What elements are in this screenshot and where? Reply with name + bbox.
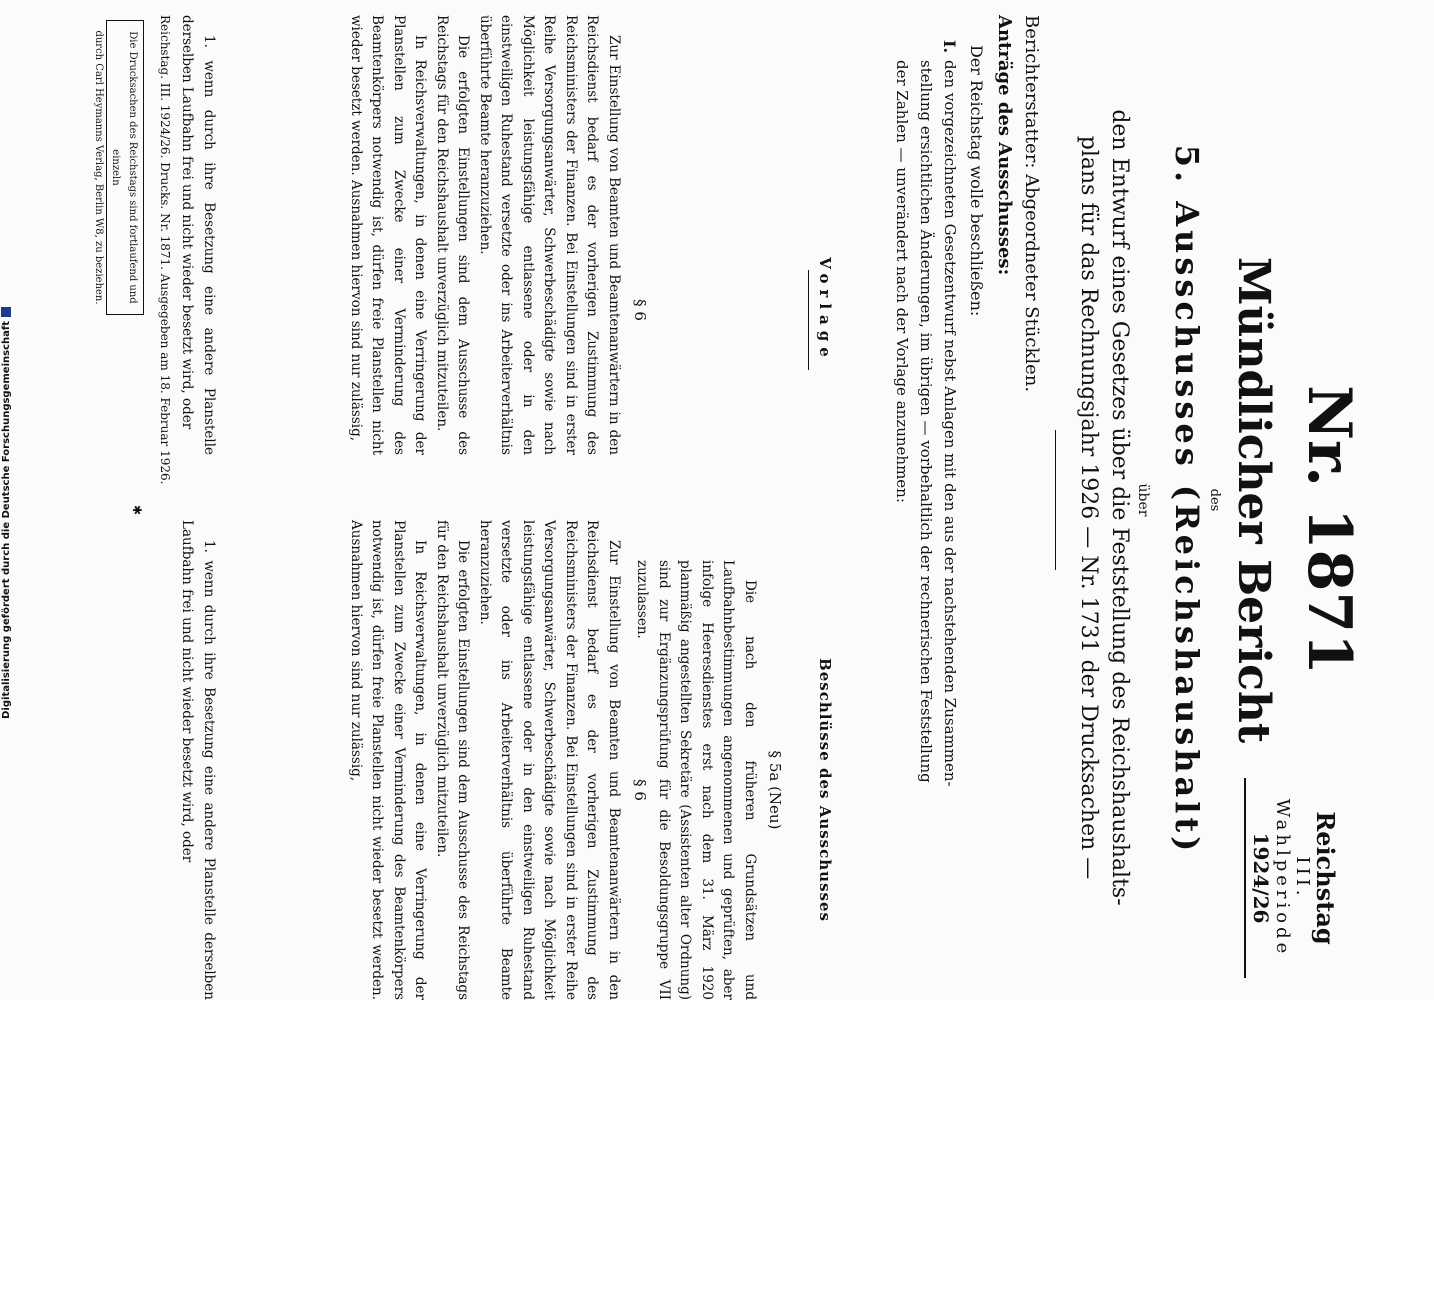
- paragraph: Zur Einstellung von Beamten und Beamtenanwärtern in den Reichsdienst bedarf es der vorherigen Zustimmung des Reichsministers der Finanzen. Bei Einstellungen sind in erster Reihe Versorgungsanwärter, Schwerbeschädigte sowie nach Möglichkeit leistungsfähige entlassene oder in den einstweiligen Ruhestand versetzte oder ins Arbeiterverhältnis überführte Beamte heranzuziehen.: [477, 15, 622, 455]
- column-heading-vorlage: Vorlage: [816, 257, 834, 363]
- divider: [808, 270, 809, 370]
- wahlperiode-label: III. Wahlperiode: [1271, 798, 1313, 958]
- reichstag-label: Reichstag: [1311, 811, 1340, 945]
- section-5a-text: Die nach den früheren Grundsätzen und Laufbahnbestimmungen angenommenen und geprüften, aber infolge Heeresdienstes erst nach dem 31. März 1920 planmäßig angestellten Sekretäre (Assistenten alter Ordnung) sind zur Ergänzungsprüfung für die Besoldungsgruppe VII zuzulassen.: [634, 560, 758, 1000]
- connector-ueber: über: [1135, 483, 1151, 517]
- document-title: Mündlicher Bericht: [1228, 256, 1279, 744]
- wahlperiode-years: 1924/26: [1244, 778, 1272, 978]
- publisher-note-line: durch Carl Heymanns Verlag, Berlin W8, zu beziehen.: [93, 30, 104, 305]
- enumeration-item: 1. wenn durch ihre Besetzung eine andere Planstelle derselben Laufbahn frei und nicht wieder besetzt wird, oder: [179, 15, 217, 455]
- paragraph: Die erfolgten Einstellungen sind dem Ausschusse des Reichstags für den Reichshaushalt unverzüglich mitzuteilen.: [434, 15, 472, 455]
- star-mark: ✱: [130, 505, 144, 516]
- beschluesse-section-6: [345, 520, 625, 1000]
- item-text-line: der Zahlen — unverändert nach der Vorlage anzunehmen:: [893, 60, 911, 503]
- subject-line-1: den Entwurf eines Gesetzes über die Feststellung des Reichshaushalts-: [1107, 109, 1132, 906]
- column-heading-beschluesse: Beschlüsse des Ausschusses: [816, 658, 834, 922]
- dfg-logo-icon: [1, 307, 11, 317]
- parliament-header: [1244, 778, 1338, 978]
- publisher-note-box: [93, 20, 144, 315]
- enumeration-item: 1. wenn durch ihre Besetzung eine andere Planstelle derselben Laufbahn frei und nicht wieder besetzt wird, oder: [179, 520, 217, 1000]
- item-text-line: stellung ersichtlichen Änderungen, im übrigen — vorbehaltlich der rechnerischen Feststellung: [917, 60, 935, 783]
- section-title-6-left: § 6: [631, 299, 649, 321]
- section-title-5a: § 5a (Neu): [766, 750, 784, 830]
- paragraph: Zur Einstellung von Beamten und Beamtenanwärtern in den Reichsdienst bedarf es der vorherigen Zustimmung des Reichsministers der Finanzen. Bei Einstellungen sind in erster Reihe Versorgungsanwärter, Schwerbeschädigte sowie nach Möglichkeit leistungsfähige entlassene oder in den einstweiligen Ruhestand versetzte oder ins Arbeiterverhältnis überführte Beamte heranzuziehen.: [477, 520, 622, 1000]
- committee-name: 5. Ausschusses (Reichshaushalt): [1168, 144, 1206, 856]
- digitization-credit: [1, 307, 15, 1297]
- resolve-intro: Der Reichstag wolle beschließen:: [967, 45, 986, 317]
- item-text-line: den vorgezeichneten Gesetzentwurf nebst Anlagen mit den aus der nachstehenden Zusammen-: [941, 60, 959, 787]
- section-title-6-right: § 6: [631, 779, 649, 801]
- paragraph: In Reichsverwaltungen, in denen eine Verringerung der Planstellen zum Zwecke einer Verminderung des Beamtenkörpers notwendig ist, dürfen freie Planstellen nicht wieder besetzt werden. Ausnahmen hiervon sind nur zulässig,: [348, 520, 429, 1000]
- digitization-credit-text: Digitalisierung gefördert durch die Deutsche Forschungsgemeinschaft: [1, 321, 12, 719]
- document-number: Nr. 1871: [1294, 385, 1364, 675]
- subject-line-2: plans für das Rechnungsjahr 1926 — Nr. 1731 der Drucksachen —: [1076, 135, 1101, 880]
- rapporteur: Berichterstatter: Abgeordneter Stücklen.: [1021, 15, 1042, 393]
- connector-des: des: [1207, 488, 1222, 512]
- divider: [1055, 430, 1056, 570]
- imprint-line: Reichstag. III. 1924/26. Drucks. Nr. 1871. Ausgegeben am 18. Februar 1926.: [158, 15, 172, 485]
- vorlage-section-6: [345, 15, 625, 455]
- motions-heading: Anträge des Ausschusses:: [994, 15, 1015, 276]
- item-number: I.: [940, 40, 959, 54]
- paragraph: Die erfolgten Einstellungen sind dem Ausschusse des Reichstags für den Reichshaushalt unverzüglich mitzuteilen.: [434, 520, 472, 1000]
- paragraph: In Reichsverwaltungen, in denen eine Verringerung der Planstellen zum Zwecke einer Verminderung des Beamtenkörpers notwendig ist, dürfen freie Planstellen nicht wieder besetzt werden. Ausnahmen hiervon sind nur zulässig,: [348, 15, 429, 455]
- publisher-note-line: Die Drucksachen des Reichstags sind fortlaufend und einzeln: [110, 31, 138, 304]
